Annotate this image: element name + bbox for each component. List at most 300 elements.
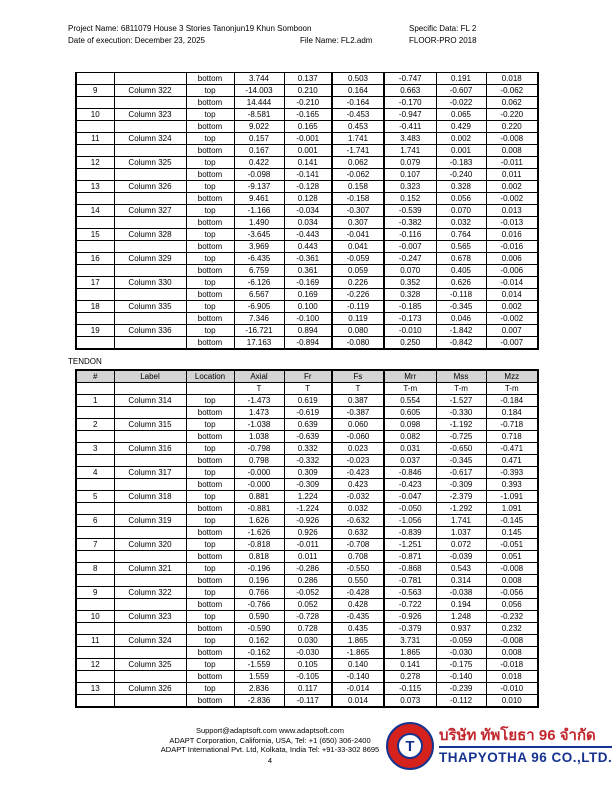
location-cell: top (186, 325, 234, 337)
location-cell: bottom (186, 551, 234, 563)
tendon-units-row (76, 383, 538, 395)
value-cell: -1.473 (234, 395, 284, 407)
label-cell (114, 575, 186, 587)
table-row (76, 193, 538, 205)
value-cell: -1.251 (384, 539, 436, 551)
value-cell: 1.741 (332, 133, 384, 145)
value-cell: -0.052 (284, 587, 332, 599)
value-cell: -0.170 (384, 97, 436, 109)
value-cell: -0.115 (384, 683, 436, 695)
value-cell: -0.060 (332, 431, 384, 443)
location-cell: top (186, 109, 234, 121)
location-cell: top (186, 301, 234, 313)
location-cell: bottom (186, 169, 234, 181)
value-cell: 1.224 (284, 491, 332, 503)
label-cell (114, 431, 186, 443)
value-cell: -1.056 (384, 515, 436, 527)
row-number-cell (76, 193, 114, 205)
label-cell (114, 479, 186, 491)
value-cell: -1.527 (436, 395, 486, 407)
value-cell: -0.062 (486, 85, 538, 97)
table-row (76, 395, 538, 407)
value-cell: 0.157 (234, 133, 284, 145)
footer-corporation-line: ADAPT Corporation, California, USA, Tel: +1 (650) 306-2400 (169, 735, 371, 745)
label-cell: Column 325 (114, 157, 186, 169)
table-row (76, 325, 538, 337)
table-row (76, 277, 538, 289)
value-cell: 0.663 (384, 85, 436, 97)
row-number-cell (76, 527, 114, 539)
value-cell: 7.346 (234, 313, 284, 325)
value-cell: 0.162 (234, 635, 284, 647)
value-cell: 0.052 (284, 599, 332, 611)
value-cell: -0.247 (384, 253, 436, 265)
program-name: FLOOR-PRO 2018 (409, 36, 477, 45)
column-header: Mzz (486, 370, 538, 383)
value-cell: 0.011 (486, 169, 538, 181)
value-cell: -0.039 (436, 551, 486, 563)
table-row (76, 623, 538, 635)
value-cell: 0.328 (436, 181, 486, 193)
value-cell: -14.003 (234, 85, 284, 97)
value-cell: 0.881 (234, 491, 284, 503)
value-cell: -0.871 (384, 551, 436, 563)
value-cell: 0.107 (384, 169, 436, 181)
table-row (76, 503, 538, 515)
value-cell: -0.030 (284, 647, 332, 659)
row-number-cell: 13 (76, 683, 114, 695)
value-cell: -0.175 (436, 659, 486, 671)
label-cell: Column 314 (114, 395, 186, 407)
value-cell: 0.435 (332, 623, 384, 635)
location-cell: bottom (186, 121, 234, 133)
location-cell: bottom (186, 217, 234, 229)
value-cell: 0.014 (332, 695, 384, 708)
value-cell: 0.001 (284, 145, 332, 157)
value-cell: -0.128 (284, 181, 332, 193)
table-row (76, 443, 538, 455)
row-number-cell (76, 407, 114, 419)
label-cell (114, 97, 186, 109)
value-cell: 0.152 (384, 193, 436, 205)
location-cell: top (186, 229, 234, 241)
tendon-results-table (75, 369, 539, 708)
value-cell: 0.023 (332, 443, 384, 455)
value-cell: 0.818 (234, 551, 284, 563)
value-cell: -0.047 (384, 491, 436, 503)
page-number: 4 (267, 755, 273, 765)
label-cell (114, 337, 186, 350)
row-number-cell: 15 (76, 229, 114, 241)
value-cell: -0.013 (486, 217, 538, 229)
row-number-cell (76, 121, 114, 133)
value-cell: -8.581 (234, 109, 284, 121)
value-cell: 0.072 (436, 539, 486, 551)
table-row (76, 121, 538, 133)
value-cell: 0.453 (332, 121, 384, 133)
value-cell: 1.865 (332, 635, 384, 647)
value-cell: 0.073 (384, 695, 436, 708)
column-header: # (76, 370, 114, 383)
value-cell: 0.194 (436, 599, 486, 611)
value-cell: 0.550 (332, 575, 384, 587)
row-number-cell (76, 289, 114, 301)
table-row (76, 683, 538, 695)
value-cell: -0.010 (384, 325, 436, 337)
value-cell: -16.721 (234, 325, 284, 337)
row-number-cell (76, 217, 114, 229)
value-cell: 0.554 (384, 395, 436, 407)
value-cell: 0.051 (486, 551, 538, 563)
row-number-cell (76, 695, 114, 708)
row-number-cell: 19 (76, 325, 114, 337)
table-row (76, 587, 538, 599)
value-cell: 0.332 (284, 443, 332, 455)
location-cell: bottom (186, 145, 234, 157)
value-cell: -0.868 (384, 563, 436, 575)
value-cell: -0.220 (486, 109, 538, 121)
unit-cell (76, 383, 114, 395)
value-cell: -0.034 (284, 205, 332, 217)
value-cell: -2.379 (436, 491, 486, 503)
value-cell: 0.250 (384, 337, 436, 350)
company-logo (386, 722, 612, 770)
value-cell: 3.744 (234, 73, 284, 85)
value-cell: -0.382 (384, 217, 436, 229)
location-cell: top (186, 587, 234, 599)
value-cell: -0.032 (332, 491, 384, 503)
value-cell: 0.590 (234, 611, 284, 623)
value-cell: -0.169 (284, 277, 332, 289)
value-cell: -0.007 (384, 241, 436, 253)
value-cell: -0.006 (486, 265, 538, 277)
table-row (76, 539, 538, 551)
row-number-cell: 11 (76, 133, 114, 145)
value-cell: -0.309 (436, 479, 486, 491)
value-cell: -0.184 (486, 395, 538, 407)
value-cell: -0.728 (284, 611, 332, 623)
table-row (76, 491, 538, 503)
value-cell: 0.422 (234, 157, 284, 169)
location-cell: bottom (186, 407, 234, 419)
value-cell: 0.764 (436, 229, 486, 241)
value-cell: 0.037 (384, 455, 436, 467)
table-row (76, 431, 538, 443)
value-cell: 0.798 (234, 455, 284, 467)
value-cell: -0.345 (436, 455, 486, 467)
label-cell: Column 320 (114, 539, 186, 551)
location-cell: top (186, 253, 234, 265)
value-cell: -6.435 (234, 253, 284, 265)
tendon-section-title: TENDON (68, 357, 102, 366)
table-row (76, 337, 538, 350)
table-row (76, 181, 538, 193)
company-name-thai: บริษัท ทัพโยธา 96 จำกัด (439, 727, 596, 744)
value-cell: 0.056 (436, 193, 486, 205)
location-cell: bottom (186, 671, 234, 683)
row-number-cell (76, 623, 114, 635)
value-cell: -0.708 (332, 539, 384, 551)
value-cell: 0.314 (436, 575, 486, 587)
label-cell: Column 322 (114, 85, 186, 97)
location-cell: bottom (186, 599, 234, 611)
value-cell: -0.119 (332, 301, 384, 313)
value-cell: -0.842 (436, 337, 486, 350)
value-cell: -0.100 (284, 313, 332, 325)
value-cell: 0.141 (384, 659, 436, 671)
value-cell: -1.626 (234, 527, 284, 539)
value-cell: 0.184 (486, 407, 538, 419)
value-cell: -0.014 (486, 277, 538, 289)
value-cell: 1.741 (436, 515, 486, 527)
label-cell: Column 326 (114, 181, 186, 193)
table-row (76, 659, 538, 671)
logo-text-block (439, 726, 612, 766)
value-cell: -0.947 (384, 109, 436, 121)
row-number-cell (76, 97, 114, 109)
unit-cell: T (284, 383, 332, 395)
value-cell: -0.619 (284, 407, 332, 419)
value-cell: 0.059 (332, 265, 384, 277)
value-cell: 0.503 (332, 73, 384, 85)
table-row (76, 97, 538, 109)
location-cell: top (186, 659, 234, 671)
value-cell: -9.137 (234, 181, 284, 193)
row-number-cell (76, 647, 114, 659)
value-cell: 0.191 (436, 73, 486, 85)
value-cell: 0.080 (332, 325, 384, 337)
value-cell: 1.626 (234, 515, 284, 527)
value-cell: 0.046 (436, 313, 486, 325)
label-cell: Column 336 (114, 325, 186, 337)
value-cell: 0.030 (284, 635, 332, 647)
value-cell: -0.361 (284, 253, 332, 265)
label-cell: Column 324 (114, 133, 186, 145)
value-cell: -1.292 (436, 503, 486, 515)
execution-date: Date of execution: December 23, 2025 (68, 36, 205, 45)
label-cell: Column 315 (114, 419, 186, 431)
value-cell: 0.032 (436, 217, 486, 229)
unit-cell (186, 383, 234, 395)
label-cell: Column 328 (114, 229, 186, 241)
table-row (76, 217, 538, 229)
value-cell: 1.037 (436, 527, 486, 539)
value-cell: -0.846 (384, 467, 436, 479)
table-row (76, 515, 538, 527)
value-cell: -0.062 (332, 169, 384, 181)
value-cell: -0.766 (234, 599, 284, 611)
value-cell: 0.100 (284, 301, 332, 313)
value-cell: -0.286 (284, 563, 332, 575)
value-cell: -0.423 (384, 479, 436, 491)
location-cell: top (186, 181, 234, 193)
value-cell: 6.759 (234, 265, 284, 277)
value-cell: -0.162 (234, 647, 284, 659)
footer-international-line: ADAPT International Pvt. Ltd, Kolkata, India Tel: +91-33-302 8695 (160, 745, 380, 754)
table-row (76, 109, 538, 121)
table-row (76, 575, 538, 587)
value-cell: 0.062 (332, 157, 384, 169)
value-cell: -0.038 (436, 587, 486, 599)
value-cell: -0.781 (384, 575, 436, 587)
table-row (76, 169, 538, 181)
value-cell: 0.128 (284, 193, 332, 205)
value-cell: 0.387 (332, 395, 384, 407)
row-number-cell: 16 (76, 253, 114, 265)
value-cell: -0.590 (234, 623, 284, 635)
value-cell: 0.070 (436, 205, 486, 217)
label-cell (114, 551, 186, 563)
value-cell: -0.002 (486, 193, 538, 205)
value-cell: -0.722 (384, 599, 436, 611)
row-number-cell: 10 (76, 109, 114, 121)
label-cell (114, 313, 186, 325)
location-cell: top (186, 419, 234, 431)
table-row (76, 73, 538, 85)
value-cell: 0.164 (332, 85, 384, 97)
value-cell: 1.248 (436, 611, 486, 623)
value-cell: -0.639 (284, 431, 332, 443)
label-cell: Column 326 (114, 683, 186, 695)
row-number-cell (76, 337, 114, 350)
label-cell: Column 325 (114, 659, 186, 671)
value-cell: 1.741 (384, 145, 436, 157)
value-cell: -0.018 (486, 659, 538, 671)
table-row (76, 647, 538, 659)
value-cell: 0.002 (436, 133, 486, 145)
row-number-cell (76, 265, 114, 277)
project-name: Project Name: 6811079 House 3 Stories Tanonjun19 Khun Somboon (68, 24, 312, 33)
value-cell: 0.016 (486, 229, 538, 241)
value-cell: 0.082 (384, 431, 436, 443)
location-cell: bottom (186, 337, 234, 350)
value-cell: -0.210 (284, 97, 332, 109)
logo-divider (439, 746, 612, 748)
value-cell: -0.118 (436, 289, 486, 301)
value-cell: 0.119 (332, 313, 384, 325)
value-cell: -1.865 (332, 647, 384, 659)
value-cell: -0.345 (436, 301, 486, 313)
location-cell: top (186, 277, 234, 289)
table-row (76, 85, 538, 97)
label-cell (114, 145, 186, 157)
location-cell: bottom (186, 527, 234, 539)
table-row (76, 253, 538, 265)
value-cell: -0.164 (332, 97, 384, 109)
value-cell: -0.718 (486, 419, 538, 431)
row-number-cell: 4 (76, 467, 114, 479)
label-cell (114, 121, 186, 133)
row-number-cell: 3 (76, 443, 114, 455)
value-cell: 1.038 (234, 431, 284, 443)
table-row (76, 419, 538, 431)
value-cell: -0.056 (486, 587, 538, 599)
value-cell: 0.018 (486, 73, 538, 85)
value-cell: -0.435 (332, 611, 384, 623)
value-cell: 3.483 (384, 133, 436, 145)
value-cell: 0.619 (284, 395, 332, 407)
row-number-cell: 10 (76, 611, 114, 623)
location-cell: bottom (186, 313, 234, 325)
label-cell: Column 324 (114, 635, 186, 647)
table-row (76, 265, 538, 277)
value-cell: 0.065 (436, 109, 486, 121)
row-number-cell (76, 73, 114, 85)
value-cell: 0.007 (486, 325, 538, 337)
value-cell: -0.098 (234, 169, 284, 181)
value-cell: 0.032 (332, 503, 384, 515)
value-cell: 0.232 (486, 623, 538, 635)
value-cell: -0.140 (436, 671, 486, 683)
value-cell: 0.034 (284, 217, 332, 229)
label-cell: Column 335 (114, 301, 186, 313)
row-number-cell: 8 (76, 563, 114, 575)
value-cell: -0.196 (234, 563, 284, 575)
value-cell: -0.428 (332, 587, 384, 599)
value-cell: -0.008 (486, 563, 538, 575)
row-number-cell: 1 (76, 395, 114, 407)
value-cell: -0.051 (486, 539, 538, 551)
value-cell: 0.169 (284, 289, 332, 301)
value-cell: -1.192 (436, 419, 486, 431)
label-cell: Column 323 (114, 611, 186, 623)
value-cell: 0.013 (486, 205, 538, 217)
row-number-cell (76, 575, 114, 587)
value-cell: 0.158 (332, 181, 384, 193)
value-cell: 0.428 (332, 599, 384, 611)
value-cell: 0.008 (486, 647, 538, 659)
row-number-cell (76, 455, 114, 467)
location-cell: top (186, 443, 234, 455)
location-cell: top (186, 635, 234, 647)
company-name-english: THAPYOTHA 96 CO.,LTD. (439, 750, 612, 765)
value-cell: 0.278 (384, 671, 436, 683)
value-cell: -0.226 (332, 289, 384, 301)
value-cell: 9.022 (234, 121, 284, 133)
value-cell: 0.565 (436, 241, 486, 253)
value-cell: 0.105 (284, 659, 332, 671)
value-cell: -0.650 (436, 443, 486, 455)
value-cell: 0.226 (332, 277, 384, 289)
row-number-cell (76, 551, 114, 563)
value-cell: -0.022 (436, 97, 486, 109)
value-cell: -0.173 (384, 313, 436, 325)
location-cell: bottom (186, 73, 234, 85)
value-cell: 0.210 (284, 85, 332, 97)
row-number-cell (76, 313, 114, 325)
location-cell: bottom (186, 241, 234, 253)
row-number-cell (76, 599, 114, 611)
label-cell: Column 316 (114, 443, 186, 455)
value-cell: 0.079 (384, 157, 436, 169)
label-cell: Column 323 (114, 109, 186, 121)
label-cell: Column 322 (114, 587, 186, 599)
label-cell (114, 695, 186, 708)
value-cell: 0.728 (284, 623, 332, 635)
value-cell: 0.098 (384, 419, 436, 431)
file-name: File Name: FL2.adm (300, 36, 373, 45)
label-cell (114, 289, 186, 301)
table-row (76, 563, 538, 575)
value-cell: 0.002 (486, 301, 538, 313)
table-row (76, 229, 538, 241)
value-cell: 0.543 (436, 563, 486, 575)
value-cell: 0.708 (332, 551, 384, 563)
value-cell: -1.038 (234, 419, 284, 431)
label-cell: Column 329 (114, 253, 186, 265)
value-cell: 1.559 (234, 671, 284, 683)
value-cell: -2.836 (234, 695, 284, 708)
